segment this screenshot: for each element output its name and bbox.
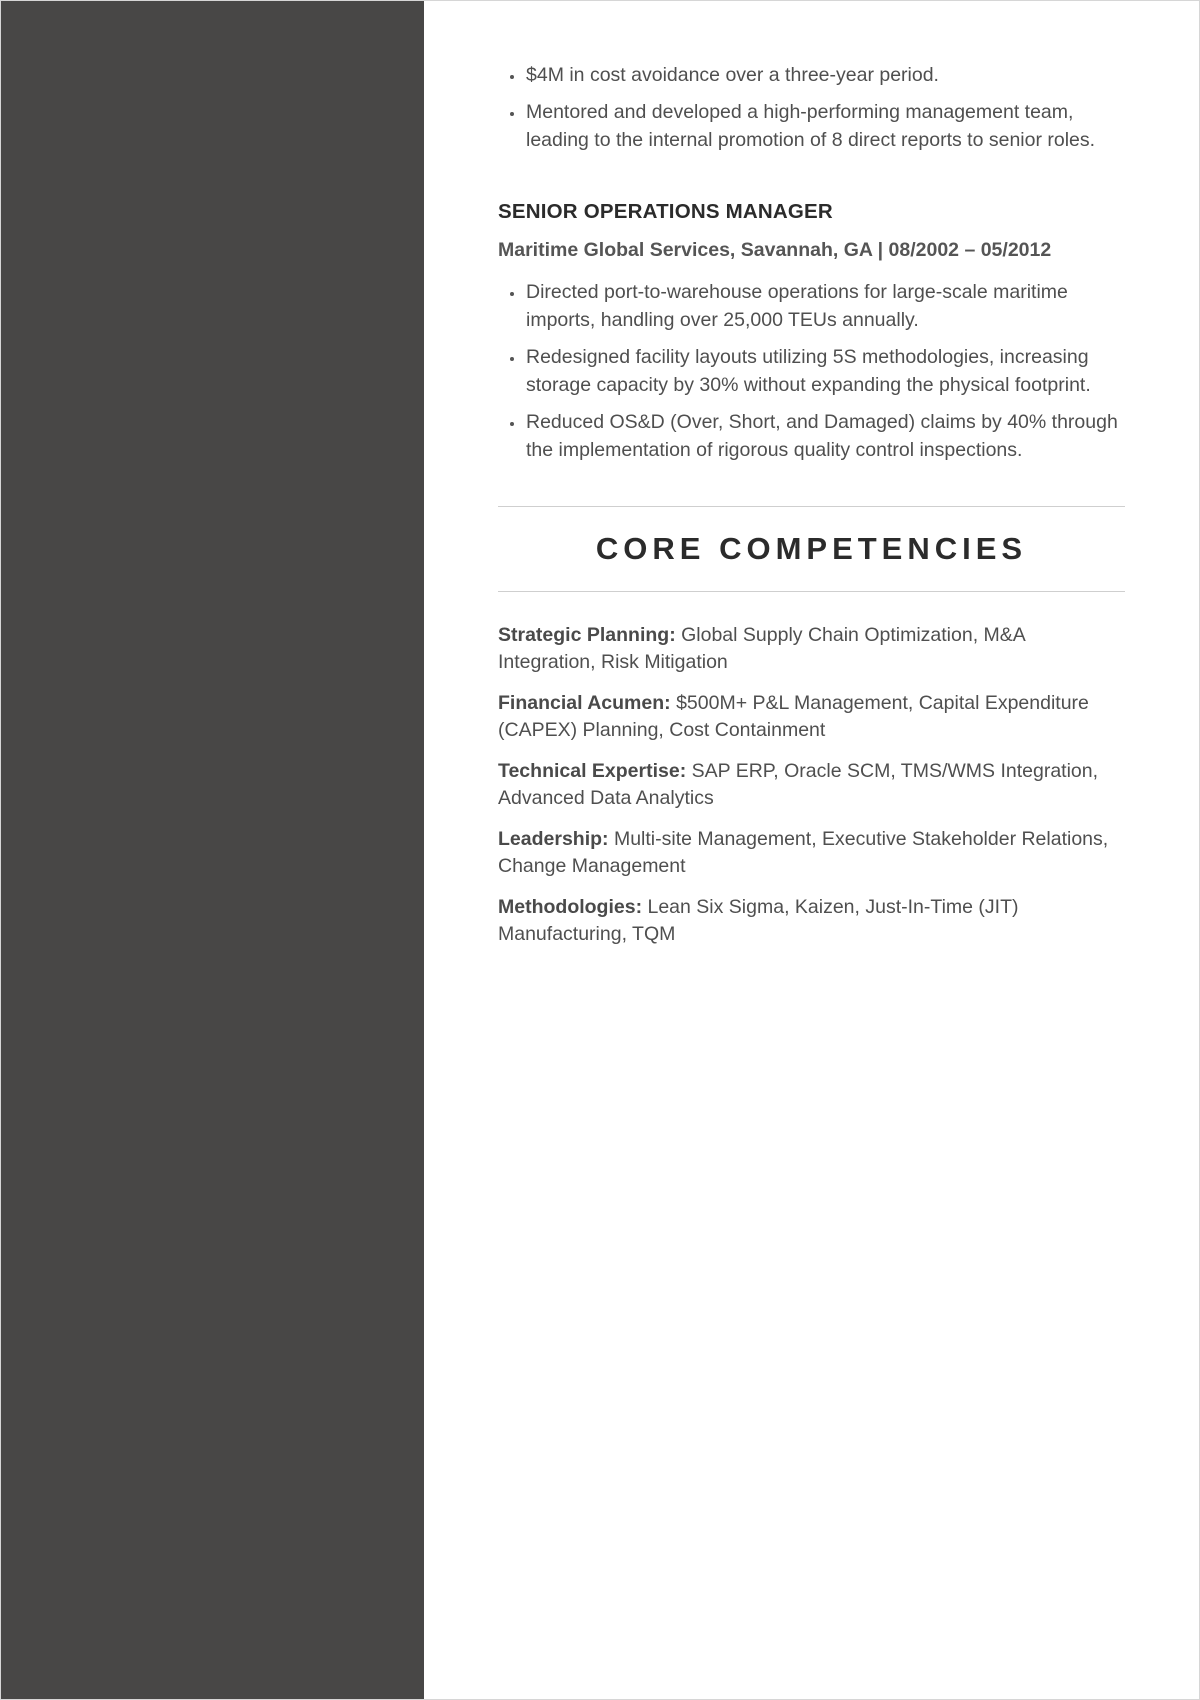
sidebar-panel <box>1 1 424 1699</box>
section-title: CORE COMPETENCIES <box>595 531 1028 566</box>
list-item: • Redesigned facility layouts utilizing 5S methodologies, increasing storage capacity by 30% without expanding the physical footprint. <box>525 343 1125 399</box>
competency-item <box>498 826 1125 880</box>
list-item: • Mentored and developed a high-performing management team, leading to the internal promotion of 8 direct reports to senior roles. <box>525 98 1125 154</box>
competency-item <box>498 758 1125 812</box>
competency-text: $500M+ P&L Management, Capital Expenditure (CAPEX) Planning, Cost Containment <box>498 692 1089 741</box>
list-item: • Directed port-to-warehouse operations for large-scale maritime imports, handling over 25,000 TEUs annually. <box>525 278 1125 334</box>
competency-label: Financial Acumen: <box>498 692 671 714</box>
competency-text: SAP ERP, Oracle SCM, TMS/WMS Integration, Advanced Data Analytics <box>498 760 1099 809</box>
competency-item <box>498 622 1125 676</box>
list-item: • Reduced OS&D (Over, Short, and Damaged) claims by 40% through the implementation of rigorous quality control inspections. <box>525 408 1125 464</box>
competency-text: Global Supply Chain Optimization, M&A Integration, Risk Mitigation <box>498 624 1025 673</box>
previous-job-bullets <box>498 61 1125 154</box>
competency-label: Strategic Planning: <box>498 624 676 646</box>
competency-text: Lean Six Sigma, Kaizen, Just-In-Time (JIT) Manufacturing, TQM <box>498 896 1019 945</box>
job-bullets <box>498 278 1125 464</box>
competencies-list <box>498 622 1125 948</box>
competencies-header <box>498 506 1125 592</box>
competency-item <box>498 690 1125 744</box>
competency-label: Technical Expertise: <box>498 760 687 782</box>
main-column <box>424 1 1199 1699</box>
competency-text: Multi-site Management, Executive Stakeholder Relations, Change Management <box>498 828 1109 877</box>
section-divider-bottom <box>498 591 1125 592</box>
competency-label: Methodologies: <box>498 896 643 918</box>
list-item: • $4M in cost avoidance over a three-year period. <box>525 61 1125 89</box>
job-meta: Maritime Global Services, Savannah, GA | 08/2002 – 05/2012 <box>498 239 1052 261</box>
competency-item <box>498 894 1125 948</box>
competency-label: Leadership: <box>498 828 609 850</box>
job-entry <box>498 198 1125 464</box>
job-title: SENIOR OPERATIONS MANAGER <box>498 200 833 223</box>
